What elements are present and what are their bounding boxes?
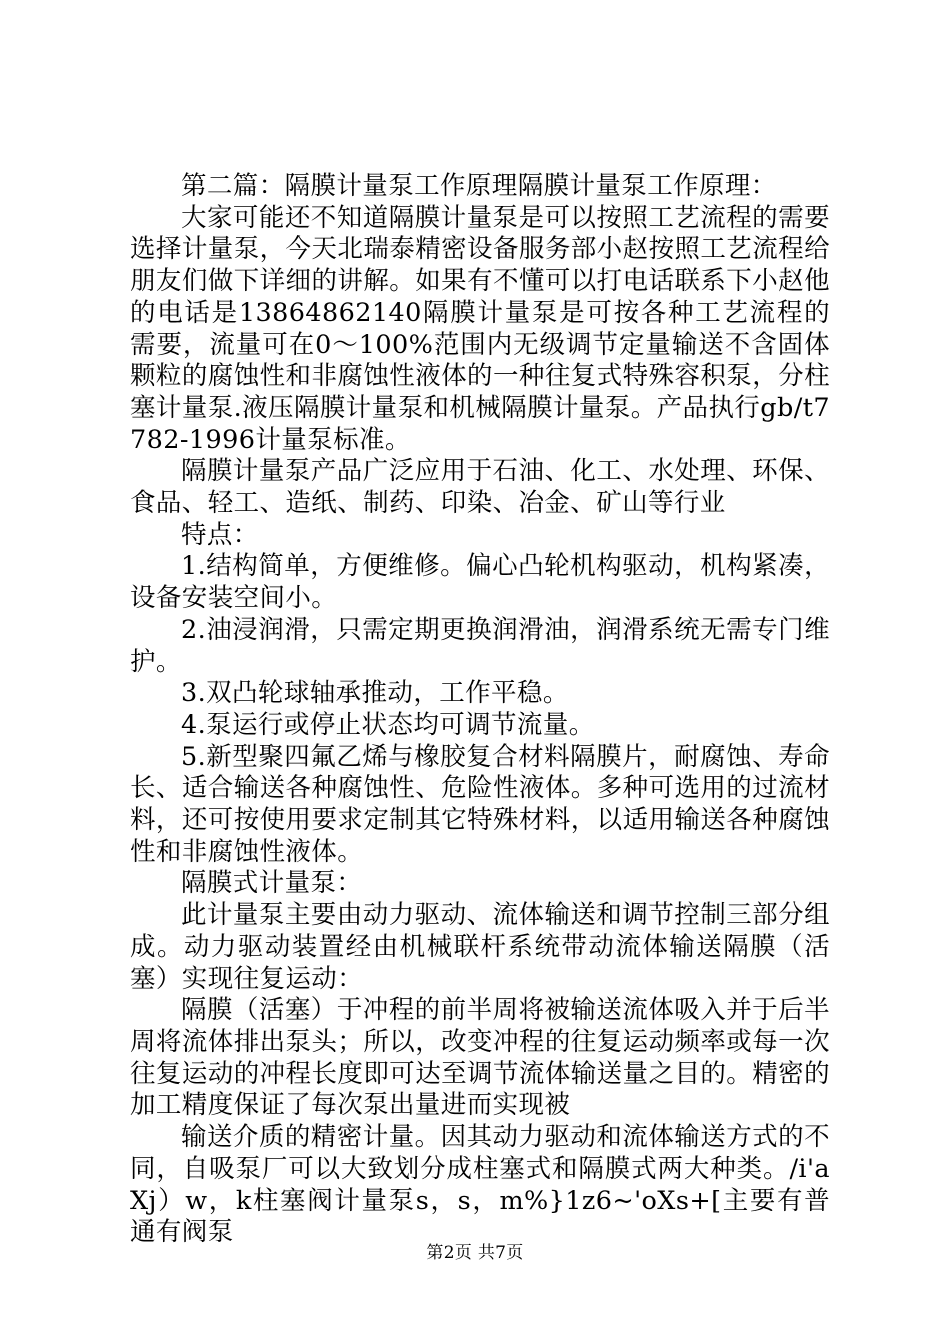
paragraph-intro: 大家可能还不知道隔膜计量泵是可以按照工艺流程的需要选择计量泵，今天北瑞泰精密设备服务部小赵按照工艺流程给朋友们做下详细的讲解。如果有不懂可以打电话联系下小赵他的电话是13864862140隔膜计量泵是可按各种工艺流程的需要，流量可在0～100%范围内无级调节定量输送不含固体颗粒的腐蚀性和非腐蚀性液体的一种往复式特殊容积泵，分柱塞计量泵.液压隔膜计量泵和机械隔膜计量泵。产品执行gb/t7782-1996计量泵标准。 (130, 202, 830, 455)
feature-item-4: 4.泵运行或停止状态均可调节流量。 (181, 709, 595, 740)
page-number-footer: 第2页 共7页 (426, 1243, 524, 1263)
paragraph-classification: 输送介质的精密计量。因其动力驱动和流体输送方式的不同，自吸泵厂可以大致划分成柱塞式和隔膜式两大种类。/i'aXj）w，k柱塞阀计量泵s，s，m%}1z6~'oXs+[主要有普通有阀泵 (130, 1122, 830, 1248)
diaphragm-pump-heading: 隔膜式计量泵： (181, 868, 363, 899)
document-body (130, 171, 830, 1249)
section-heading: 第二篇：隔膜计量泵工作原理隔膜计量泵工作原理： (181, 171, 777, 201)
paragraph-applications: 隔膜计量泵产品广泛应用于石油、化工、水处理、环保、食品、轻工、造纸、制药、印染、冶金、矿山等行业 (130, 456, 830, 519)
feature-item-5: 5.新型聚四氟乙烯与橡胶复合材料隔膜片，耐腐蚀、寿命长、适合输送各种腐蚀性、危险性液体。多种可选用的过流材料，还可按使用要求定制其它特殊材料，以适用输送各种腐蚀性和非腐蚀性液体。 (130, 741, 830, 867)
feature-item-3: 3.双凸轮球轴承推动，工作平稳。 (181, 678, 569, 709)
paragraph-structure: 此计量泵主要由动力驱动、流体输送和调节控制三部分组成。动力驱动装置经由机械联杆系统带动流体输送隔膜（活塞）实现往复运动： (130, 900, 830, 994)
features-heading: 特点： (181, 519, 259, 550)
feature-item-2: 2.油浸润滑，只需定期更换润滑油，润滑系统无需专门维护。 (130, 614, 830, 677)
paragraph-working-principle: 隔膜（活塞）于冲程的前半周将被输送流体吸入并于后半周将流体排出泵头；所以，改变冲程的往复运动频率或每一次往复运动的冲程长度即可达至调节流体输送量之目的。精密的加工精度保证了每次泵出量进而实现被 (130, 995, 830, 1121)
feature-item-1: 1.结构简单，方便维修。偏心凸轮机构驱动，机构紧凑，设备安装空间小。 (130, 551, 830, 614)
